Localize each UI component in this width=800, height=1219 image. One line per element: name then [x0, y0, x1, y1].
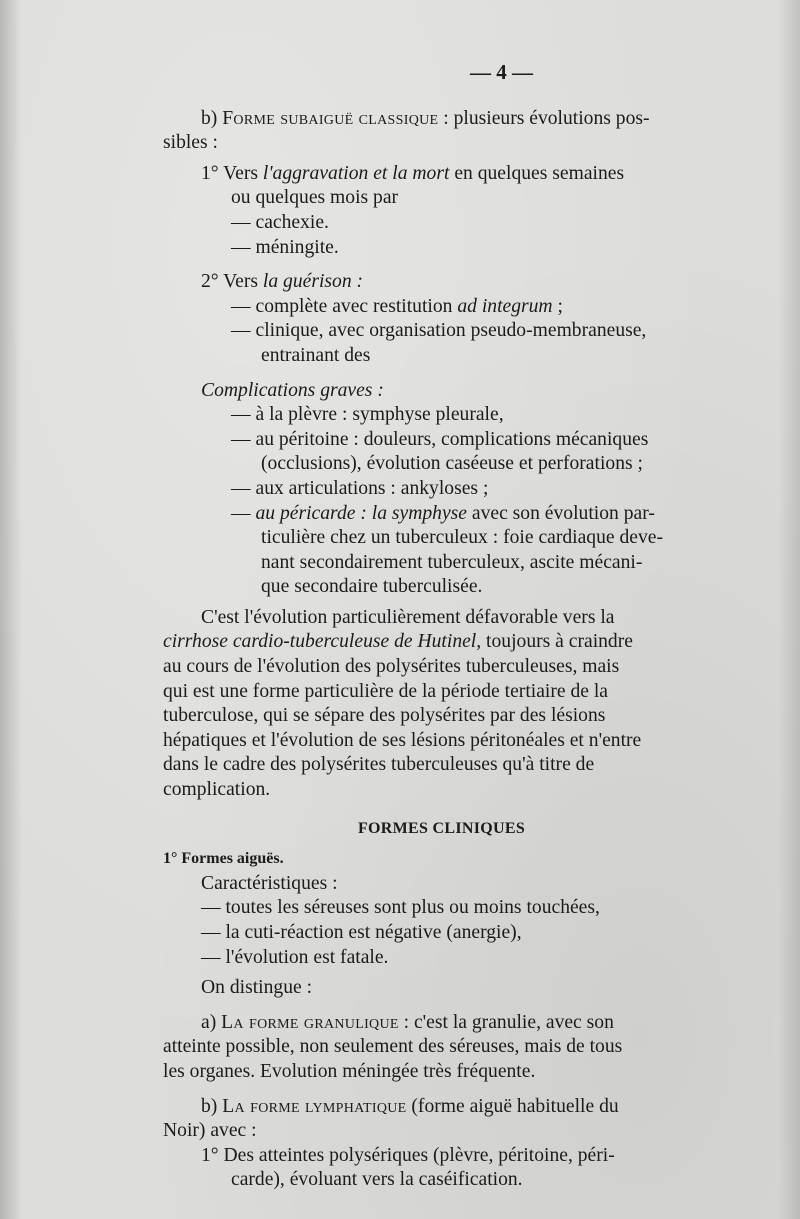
forme-granulique-line2: atteinte possible, non seulement des séreuses, mais de tous — [163, 1036, 623, 1058]
item1-line2: ou quelques mois par — [231, 187, 399, 209]
forme-lymphatique-point1-line1: 1° Des atteintes polysériques (plèvre, péritoine, péri- — [201, 1144, 615, 1166]
caracteristique-3: — l'évolution est fatale. — [201, 946, 389, 968]
item2-dash1: — complète avec restitution ad integrum ; — [231, 295, 563, 317]
forme-lymphatique-line2: Noir) avec : — [163, 1120, 257, 1142]
complication-peritoine-line1: — au péritoine : douleurs, complications mécaniques — [231, 428, 649, 450]
forme-lymphatique-line1: b) La forme lymphatique (forme aiguë habituelle du — [201, 1095, 619, 1117]
item1-dash2: — méningite. — [231, 236, 339, 258]
forme-subaigue-title: Forme subaiguë classique — [222, 107, 439, 129]
forme-lymphatique-point1-line2: carde), évoluant vers la caséification. — [231, 1169, 523, 1191]
paragraph-line3: au cours de l'évolution des polysérites tuberculeuses, mais — [163, 656, 620, 678]
paragraph-line1: C'est l'évolution particulièrement défavorable vers la — [201, 606, 615, 628]
scan-edge-right — [778, 0, 800, 1219]
item1-dash1: — cachexie. — [231, 211, 329, 233]
complication-pericarde-line4: que secondaire tuberculisée. — [261, 576, 483, 598]
paragraph-line2: cirrhose cardio-tuberculeuse de Hutinel, toujours à craindre — [163, 631, 633, 653]
caracteristique-2: — la cuti-réaction est négative (anergie), — [201, 922, 522, 943]
complication-pericarde-line3: nant secondairement tuberculeux, ascite mécani- — [261, 551, 643, 573]
paragraph-line7: dans le cadre des polysérites tuberculeuses qu'à titre de — [163, 754, 595, 776]
forme-lymphatique-title: La forme lymphatique — [222, 1095, 407, 1117]
paragraph-line8: complication. — [163, 779, 271, 801]
section-heading-formes-cliniques: FORMES CLINIQUES — [357, 819, 526, 837]
complication-articulations: — aux articulations : ankyloses ; — [231, 477, 489, 499]
page-number: — 4 — — [470, 60, 533, 84]
forme-granulique-title: La forme granulique — [221, 1011, 399, 1033]
complication-pericarde-line2: ticulière chez un tuberculeux : foie cardiaque deve- — [261, 527, 664, 549]
on-distingue: On distingue : — [201, 977, 313, 999]
item2-line1: 2° Vers la guérison : — [201, 271, 364, 293]
paragraph-line4: qui est une forme particulière de la période tertiaire de la — [163, 680, 609, 702]
complication-pericarde-line1: — au péricarde : la symphyse avec son évolution par- — [231, 502, 655, 524]
item1-line1: 1° Vers l'aggravation et la mort en quelques semaines — [201, 162, 625, 184]
caracteristiques-label: Caractéristiques : — [201, 872, 338, 894]
forme-granulique-line1: a) La forme granulique : c'est la granulie, avec son — [201, 1011, 614, 1033]
forme-subaigue-line2: sibles : — [163, 132, 218, 154]
caracteristique-1: — toutes les séreuses sont plus ou moins touchées, — [201, 897, 600, 919]
complication-plevre: — à la plèvre : symphyse pleurale, — [231, 404, 504, 426]
item2-dash2-line2: entrainant des — [261, 344, 371, 366]
complications-heading: Complications graves : — [201, 379, 384, 401]
forme-subaigue-line1: b) Forme subaiguë classique : plusieurs évolutions pos- — [201, 107, 650, 129]
complication-peritoine-line2: (occlusions), évolution caséeuse et perforations ; — [261, 453, 643, 475]
subheading-formes-aigues: 1° Formes aiguës. — [163, 850, 284, 868]
paragraph-line6: hépatiques et l'évolution de ses lésions péritonéales et n'entre — [163, 729, 642, 751]
item2-dash2-line1: — clinique, avec organisation pseudo-membraneuse, — [231, 320, 647, 342]
scan-edge-left — [0, 0, 22, 1219]
forme-granulique-line3: les organes. Evolution méningée très fréquente. — [163, 1060, 536, 1082]
paragraph-line5: tuberculose, qui se sépare des polysérites par des lésions — [163, 705, 606, 727]
